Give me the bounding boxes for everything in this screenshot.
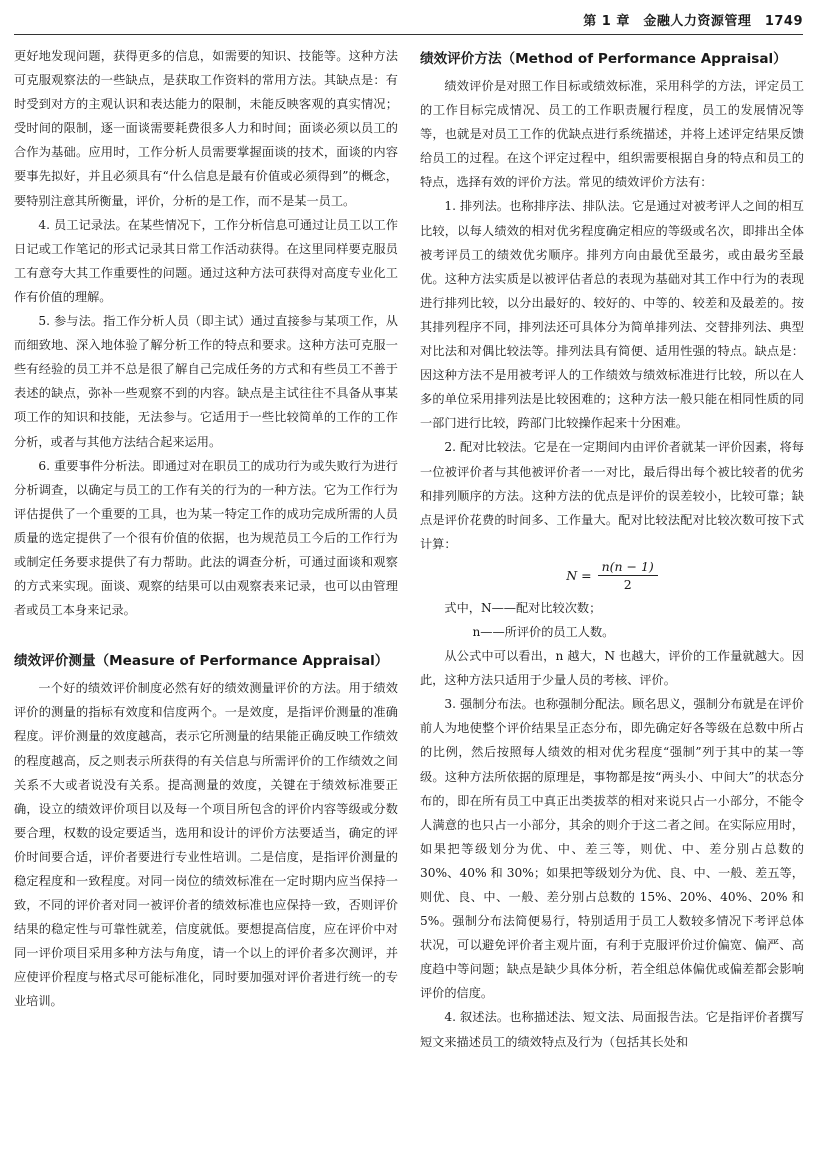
formula-fraction xyxy=(598,558,658,593)
paragraph-employee-record-method: 4. 员工记录法。在某些情况下，工作分析信息可通过让员工以工作日记或工作笔记的形式记录其日常工作活动获得。在这里同样要克服员工有意夸大其工作重要性的问题。通过这种方法可获得对高度专业化工作有价值的理解。 xyxy=(14,217,398,304)
paragraph-participation-method: 5. 参与法。指工作分析人员（即主试）通过直接参与某项工作，从而细致地、深入地体验了解分析工作的特点和要求。这种方法可克服一些有经验的员工并不总是很了解自己完成任务的方式和有些员工不善于表述的缺点，弥补一些观察不到的内容。缺点是主试往往不具备从事某项工作的知识和技能，无法参与。它适用于一些比较简单的工作的工作分析，或者与其他方法结合起来运用。 xyxy=(14,314,398,449)
paragraph-forced-distribution: 3. 强制分布法。也称强制分配法。顾名思义，强制分布就是在评价前人为地使整个评价结果呈正态分布，即先确定好各等级在总数中所占的比例，然后按照每人绩效的相对优劣程度“强制”列于其中的某一等级。这种方法所依据的原理是，事物都是按“两头小、中间大”的状态分布的，即在所有员工中真正出类拔萃的相对来说只占一小部分，不能令人满意的也只占一小部分，其余的则介于这二者之间。在实际应用时，如果把等级划分为优、中、差三等，则优、中、差分别占总数的 30%、40% 和 30%；如果把等级划分为优、良、中、一般、差五等，则优、良、中、一般、差分别占总数的 15%、20%、40%、20% 和 5%。强制分布法简便易行，特别适用于员工人数较多情况下考评总体状况，可以避免评价者主观片面，有利于克服评价过价偏宽、偏严、高度趋中等问题；缺点是缺少具体分析，若全组总体偏优或偏差都会影响评价的信度。 xyxy=(420,697,804,1001)
paragraph-appraisal-intro: 绩效评价是对照工作目标或绩效标准，采用科学的方法，评定员工的工作目标完成情况、员工的工作职责履行程度，员工的发展情况等等，也就是对员工工作的优缺点进行系统描述，并将上述评定结果反馈给员工的过程。在这个评定过程中，组织需要根据自身的特点和员工的特点，选择有效的评价方法。常见的绩效评价方法有： xyxy=(420,79,804,190)
running-header xyxy=(14,8,803,35)
formula-denominator: 2 xyxy=(623,577,632,593)
paragraph-ranking-method: 1. 排列法。也称排序法、排队法。它是通过对被考评人之间的相互比较，以每人绩效的相对优劣程度确定相应的等级或名次，即排出全体被考评员工的绩效优劣顺序。排列方向由最优至最劣，或由最劣至最优。这种方法实质是以被评估者总的表现为基础对其工作中行为的表现进行排列比较，以分出最好的、较好的、中等的、较差和及最差的。按其排列程序不同，排列法还可具体分为简单排列法、交替排列法、典型对比法和对偶比较法等。排列法具有简便、适用性强的特点。缺点是：因这种方法不是用被考评人的工作绩效与绩效标准进行比较，所以在人多的单位采用排列法是比较困难的；这种方法一般只能在相同性质的同一部门进行比较，跨部门比较操作起来十分困难。 xyxy=(420,199,804,431)
formula-definition-n: n——所评价的员工人数。 xyxy=(472,624,615,639)
paragraph-narrative-method: 4. 叙述法。也称描述法、短文法、局面报告法。它是指评价者撰写短文来描述员工的绩效特点及行为（包括其长处和 xyxy=(420,1010,804,1049)
formula-lhs: N = xyxy=(566,567,592,583)
left-column xyxy=(14,44,398,1170)
paired-comparison-formula xyxy=(420,556,804,596)
paragraph-formula-conclusion: 从公式中可以看出，n 越大，N 也越大，评价的工作量就越大。因此，这种方法只适用于少量人员的考核、评价。 xyxy=(420,649,804,688)
paragraph-paired-comparison: 2. 配对比较法。它是在一定期间内由评价者就某一评价因素，将每一位被评价者与其他被评价者一一对比，最后得出每个被比较者的优劣和排列顺序的方法。这种方法的优点是评价的误差较小，比较可靠；缺点是评价花费的时间多、工作量大。配对比较法配对比较次数可按下式计算： xyxy=(420,440,804,551)
paragraph-interview-method-cont: 更好地发现问题，获得更多的信息，如需要的知识、技能等。这种方法可克服观察法的一些缺点，是获取工作资料的常用方法。其缺点是：有时受到对方的主观认识和表达能力的限制，未能反映客观的真实情况；受时间的限制，逐一面谈需要耗费很多人力和时间；面谈必须以员工的合作为基础。应用时，工作分析人员需要掌握面谈的技术，面谈的内容要事先拟好，并且必须具有“什么信息是最有价值或必须得到”的概念，要特别注意其所衡量，评价，分析的是工作，而不是某一员工。 xyxy=(14,49,398,208)
paragraph-critical-incident-method: 6. 重要事件分析法。即通过对在职员工的成功行为或失败行为进行分析调查，以确定与员工的工作有关的行为的一种方法。它为工作行为评估提供了一个重要的工具，也为某一特定工作的成功完成所需的人员质量的选定提供了一个很有价值的依据，也为规范员工今后的工作行为或制定任务要求提供了有力帮助。此法的调查分析，可通过面谈和观察的方式来实现。面谈、观察的结果可以由观察表来记录，也可以由管理者或员工本身来记录。 xyxy=(14,458,398,618)
formula-definition-N: 式中，N——配对比较次数； xyxy=(444,600,602,615)
right-column xyxy=(420,44,804,1170)
running-head-text: 第 1 章 金融人力资源管理 1749 xyxy=(583,14,803,29)
section-heading-measure: 绩效评价测量（Measure of Performance Appraisal） xyxy=(14,653,389,670)
formula-numerator: n(n − 1) xyxy=(598,558,658,576)
paragraph-measure-validity-reliability: 一个好的绩效评价制度必然有好的绩效测量评价的方法。用于绩效评价的测量的指标有效度和信度两个。一是效度，是指评价测量的准确程度。评价测量的效度越高，表示它所测量的结果能正确反映工作绩效的程度越高，反之则表示所获得的有关信息与所需评价的工作绩效之间关系不大或者说没有关系。提高测量的效度，关键在于绩效标准要正确，设立的绩效评价项目以及每一个项目所包含的评价内容等级或分数要合理，权数的设定要适当，选用和设计的评价方法要适当，确定的评价时间要合适，评价者要进行专业性培训。二是信度，是指评价测量的稳定程度和一致程度。对同一岗位的绩效标准在一定时期内应当保持一致，不同的评价者对同一被评价者的绩效标准也应保持一致，否则评价结果的稳定性与可靠性就差，信度就低。要想提高信度，应在评价中对同一评价项目采用多种方法与角度，请一个以上的评价者多次测评，并应使评价程度与格式尽可能标准化，同时要加强对评价者进行统一的专业培训。 xyxy=(14,681,398,1009)
section-heading-method: 绩效评价方法（Method of Performance Appraisal） xyxy=(420,51,787,67)
